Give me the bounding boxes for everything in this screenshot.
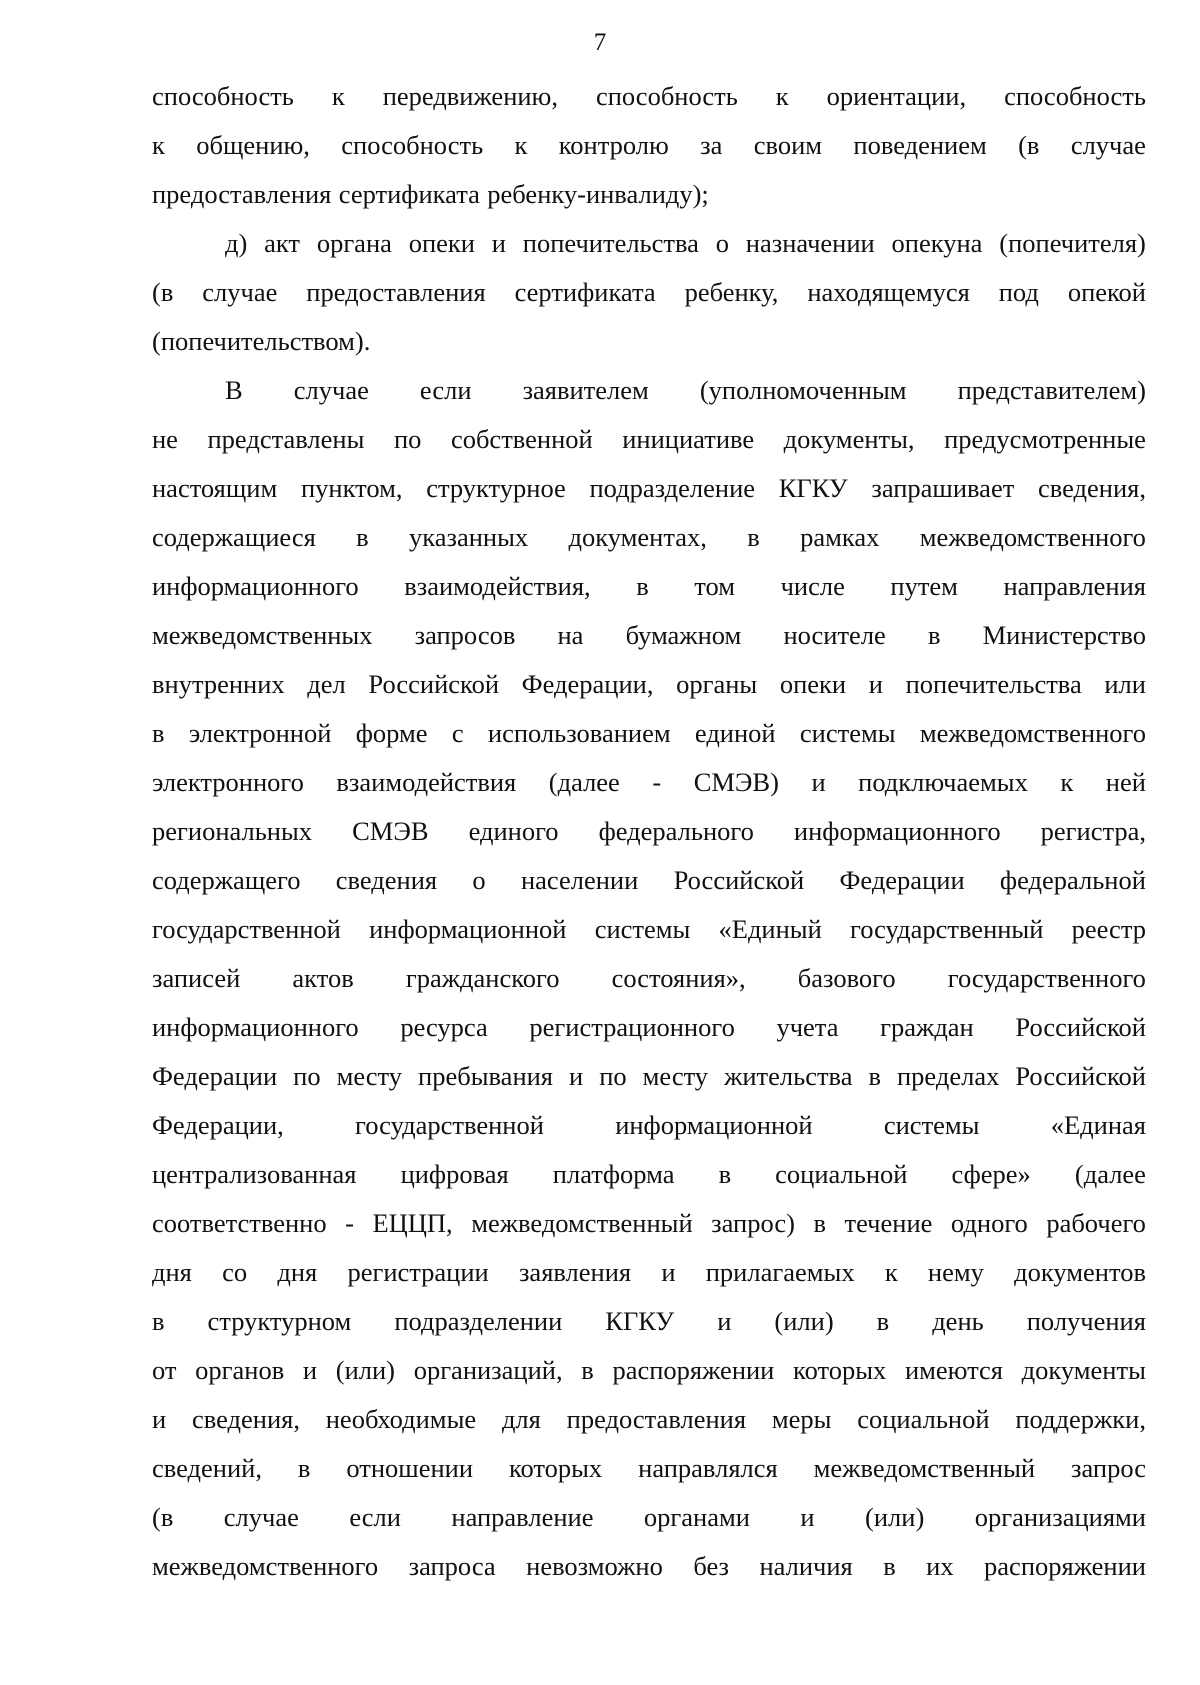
text-line: сведений, в отношении которых направлялся межведомственный запрос <box>152 1453 1146 1483</box>
text-line: к общению, способность к контролю за своим поведением (в случае <box>152 130 1146 160</box>
text-line: (в случае предоставления сертификата ребенку, находящемуся под опекой <box>152 277 1146 307</box>
text-line: дня со дня регистрации заявления и прилагаемых к нему документов <box>152 1257 1146 1287</box>
text-line: Федерации, государственной информационной системы «Единая <box>152 1110 1146 1140</box>
text-line: информационного взаимодействия, в том числе путем направления <box>152 571 1146 601</box>
text-line: предоставления сертификата ребенку-инвалиду); <box>152 179 709 209</box>
text-line: способность к передвижению, способность к ориентации, способность <box>152 81 1146 111</box>
text-line: соответственно - ЕЦЦП, межведомственный запрос) в течение одного рабочего <box>152 1208 1146 1238</box>
text-line: региональных СМЭВ единого федерального информационного регистра, <box>152 816 1146 846</box>
text-line: и сведения, необходимые для предоставления меры социальной поддержки, <box>152 1404 1146 1434</box>
text-line: централизованная цифровая платформа в социальной сфере» (далее <box>152 1159 1146 1189</box>
text-line: в электронной форме с использованием единой системы межведомственного <box>152 718 1146 748</box>
text-line: не представлены по собственной инициативе документы, предусмотренные <box>152 424 1146 454</box>
text-line: информационного ресурса регистрационного учета граждан Российской <box>152 1012 1146 1042</box>
text-line: внутренних дел Российской Федерации, органы опеки и попечительства или <box>152 669 1146 699</box>
text-line: межведомственных запросов на бумажном носителе в Министерство <box>152 620 1146 650</box>
text-line: государственной информационной системы «Единый государственный реестр <box>152 914 1146 944</box>
text-line: настоящим пунктом, структурное подразделение КГКУ запрашивает сведения, <box>152 473 1146 503</box>
text-line: (в случае если направление органами и (или) организациями <box>152 1502 1146 1532</box>
text-line: электронного взаимодействия (далее - СМЭВ) и подключаемых к ней <box>152 767 1146 797</box>
text-line: межведомственного запроса невозможно без наличия в их распоряжении <box>152 1551 1146 1581</box>
text-line: от органов и (или) организаций, в распоряжении которых имеются документы <box>152 1355 1146 1385</box>
text-line: (попечительством). <box>152 326 371 356</box>
page-number: 7 <box>593 29 607 56</box>
text-line: В случае если заявителем (уполномоченным представителем) <box>225 375 1146 405</box>
text-line: записей актов гражданского состояния», базового государственного <box>152 963 1146 993</box>
text-line: д) акт органа опеки и попечительства о назначении опекуна (попечителя) <box>225 228 1146 258</box>
text-line: содержащиеся в указанных документах, в рамках межведомственного <box>152 522 1146 552</box>
text-line: Федерации по месту пребывания и по месту жительства в пределах Российской <box>152 1061 1146 1091</box>
text-line: содержащего сведения о населении Российской Федерации федеральной <box>152 865 1146 895</box>
body-text <box>152 72 1146 1591</box>
text-line: в структурном подразделении КГКУ и (или) в день получения <box>152 1306 1146 1336</box>
